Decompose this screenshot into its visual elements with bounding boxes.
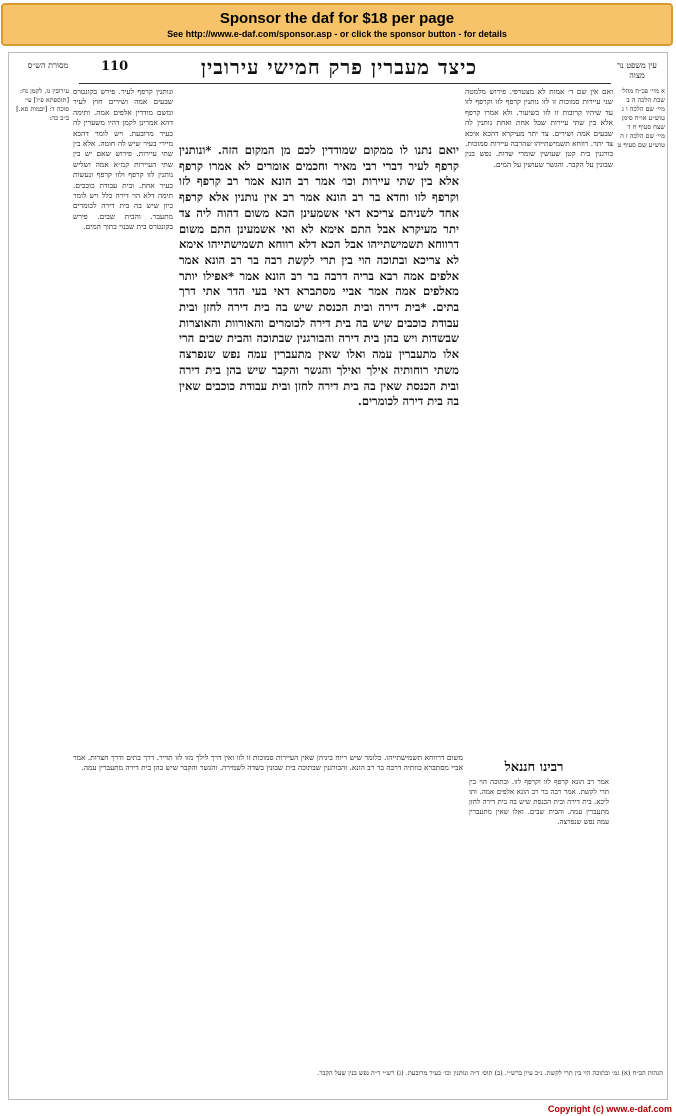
footnotes: הגהות הב״ח (א) גמ׳ ובתוכה הוי בין תרי לקשת. נ״ב עיין ברש״י. (ב) תוס׳ ד״ה ונותנין וכו׳ כעיר מרובעת. (ג) רש״י ד״ה נפש בנין שעל הקבר. bbox=[317, 1069, 663, 1077]
masoret-hashas-column: עירובין נז. לקמן נח: [תוספתא פ״ו] עי׳ סוכה ד: [יבמות סא.] ב״ב כה: bbox=[16, 87, 69, 122]
tosafot-commentary: ונותנין קרפף לעיר. פירש בקונטרס שבעים אמה ושירים חוץ לעיר ומשם מודדין אלפים אמה. ותימה דהא אמרינן לקמן דהיו משערין לה כעיר מרובעת. ויש לומר דהכא מיירי בעיר שיש לה חומה. אלא בין שתי עיירות. פירוש שאם יש בין שתי העיירות קמ״א אמה ושליש נותנין לזו קרפף ולזו קרפף ונעשות כעיר אחת. ובית עבודת כוכבים. תימה דלא הוי דירה כלל ויש לומר כיון שיש בה בית דירה לכומרים מתעבר. והבית שבים. פירש בקונטרס בית שבנוי בתוך המים. bbox=[73, 87, 173, 232]
page-number: 110 bbox=[101, 59, 129, 74]
lower-commentary: משום דרווחא תשמישתייהו. כלומר שיש ריוח ביניהן שאין העיירות סמוכות זו לזו ואין דרך לילך מזו לזו תדיר. דרך בתים ודרך חצרות. אמר אביי מסתברא כוותיה דרבה בר רב הונא. והבורגנין שבתוכה בית שבונין בשדה לשמירה. והגשר והקבר שיש בהן בית דירה מתעברין עמה. bbox=[73, 753, 463, 773]
rabbeinu-chananel-title: רבינו חננאל bbox=[504, 760, 564, 775]
talmud-page bbox=[8, 52, 668, 1100]
ein-mishpat-label: עין משפט נר מצוה bbox=[617, 61, 657, 80]
sponsor-subtitle[interactable]: See http://www.e-daf.com/sponsor.asp - or click the sponsor button - for details bbox=[167, 29, 507, 39]
masoret-hashas-label: מסורת הש״ס bbox=[27, 61, 69, 70]
rashi-commentary: ואם אין שם ד׳ אמות לא מצטרפי. פירוש מלמטה שני עיירות סמוכות זו לזו נותנין קרפף לזו וקרפף לזו עד שיהיו קרובות זו לזו כשיעור. ולא אמרו קרפף אלא בין שתי עיירות שכל אחת ואחת נותנין לה שבעים אמה ושירים. צד יתר מעיקרא דהכא איכא צד יתר. רווחא תשמישתייהו שהרבה עיירות סמוכות. בורגנין בית קטן שעושין שומרי שדות. נפש בנין שבונין על הקבר. והגשר שעושין על המים. bbox=[465, 87, 613, 169]
sponsor-title[interactable]: Sponsor the daf for $18 per page bbox=[219, 10, 455, 27]
gemara-main-text: יואם נתנו לו ממקום שמודדין לכם מן המקום הזה. *ונותנין קרפף לעיר דברי רבי מאיר וחכמים אומרים לא אמרו קרפף אלא בין שתי עיירות וכו׳ אמר רב הונא אמר רב קרפף לזו וקרפף לזו וחדא בר רב הונא אמר רב אין נותנין אלא קרפף אחד לשניהם צריכא דאי אשמעינן הכא משום דהוה ליה צד יתר מעיקרא אבל התם אימא לא ואי אשמעינן התם משום דרווחא תשמישתייהו אבל הכא דלא רווחא תשמישתייהו אימא לא צריכא ובתוכה הוי בין תרי לקשת רבה בר רב הונא אמר אלפים אמה רבא בריה דרבה בר רב הונא אמר *אפילו יותר מאלפים אמה אמר אביי מסתברא דאי בעי הדר אתי דרך בתים. *בית דירה ובית הכנסת שיש בה בית דירה לחזן ובית עבודת כוכבים שיש בה בית דירה לכומרים והאורוות והאוצרות שבשדות ויש בהן בית דירה והבורגנין שבתוכה והבית שבים הרי אלו מתעברין עמה ואלו שאין מתעברין עמה נפש שנפרצה משתי רוחותיה אילך ואילך והגשר והקבר שיש בהן בית דירה ובית הכנסת שאין בה בית דירה לחזן ובית עבודת כוכבים שאין בה בית דירה לכומרים. bbox=[179, 143, 459, 409]
sponsor-banner[interactable] bbox=[1, 3, 673, 46]
rabbeinu-chananel-text: אמר רב הונא קרפף לזו וקרפף לזו. ובתוכה הוי בין תרי לקשת. אמר רבה בר רב הונא אלפים אמה. ותו ליכא. בית דירה ובית הכנסת שיש בה בית דירה לחזן מתעברין עמה. והבית שבים. ואלו שאין מתעברין עמה נפש שנפרצה. bbox=[469, 778, 609, 826]
header-rule bbox=[79, 83, 611, 84]
ein-mishpat-column: א מיי׳ פכ״ח מהל׳ שבת הלכה ה ב מיי׳ שם הלכה ו ג טוש״ע או״ח סימן שצח סעיף ח ד מיי׳ שם הלכה ז ה טוש״ע שם סעיף ט bbox=[617, 87, 665, 149]
copyright-notice: Copyright (c) www.e-daf.com bbox=[547, 1104, 672, 1114]
running-head: כיצד מעברין פרק חמישי עירובין bbox=[200, 55, 478, 79]
